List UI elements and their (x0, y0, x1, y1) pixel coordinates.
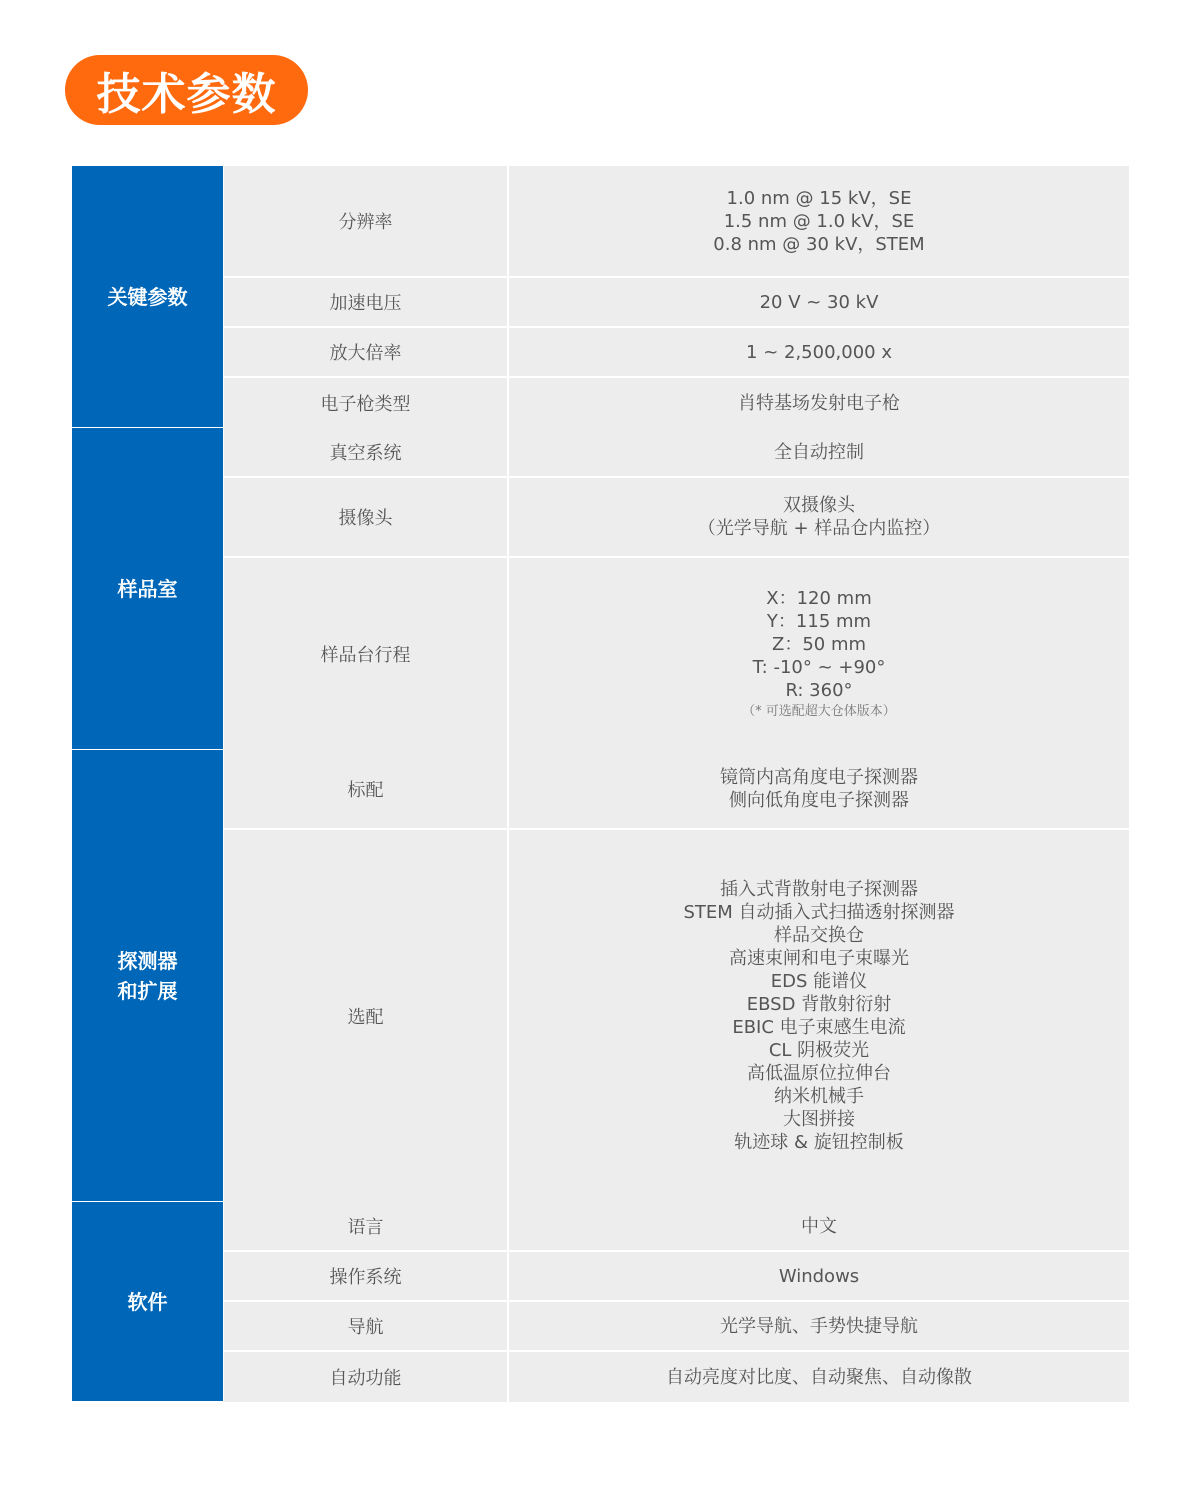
spec-value-line: 光学导航、手势快捷导航 (720, 1315, 918, 1337)
spec-value (509, 830, 1129, 1202)
spec-row (224, 1302, 1129, 1352)
spec-value-line: 1.5 nm @ 1.0 kV，SE (723, 210, 915, 232)
spec-value (509, 750, 1129, 828)
spec-key: 样品台行程 (224, 558, 509, 750)
spec-value-line: 大图拼接 (783, 1109, 855, 1130)
spec-note: （* 可选配超大仓体版本） (742, 703, 896, 719)
spec-section (72, 1202, 1129, 1402)
section-label: 样品室 (72, 428, 223, 750)
spec-value-line: STEM 自动插入式扫描透射探测器 (683, 902, 955, 923)
spec-value-line: 0.8 nm @ 30 kV，STEM (713, 233, 925, 255)
spec-value-line: T: -10° ~ +90° (752, 656, 886, 678)
spec-row (224, 558, 1129, 750)
spec-key: 选配 (224, 830, 509, 1202)
spec-value-line: 自动亮度对比度、自动聚焦、自动像散 (666, 1366, 972, 1388)
spec-key: 真空系统 (224, 428, 509, 476)
spec-row (224, 1202, 1129, 1252)
spec-row (224, 478, 1129, 558)
spec-table (72, 166, 1129, 1402)
spec-value-line: 样品交换仓 (774, 925, 864, 946)
spec-row (224, 750, 1129, 830)
spec-value-line: X：120 mm (766, 587, 872, 609)
spec-key: 操作系统 (224, 1252, 509, 1300)
spec-value-line: 1.0 nm @ 15 kV，SE (726, 187, 912, 209)
spec-value-line: 全自动控制 (774, 441, 864, 463)
spec-value-line: EBSD 背散射衍射 (746, 994, 892, 1015)
spec-value-line: 20 V ~ 30 kV (759, 291, 879, 313)
spec-key: 放大倍率 (224, 328, 509, 376)
spec-section (72, 428, 1129, 750)
spec-value (509, 558, 1129, 750)
spec-row (224, 278, 1129, 328)
spec-value (509, 478, 1129, 556)
section-label: 软件 (72, 1202, 223, 1402)
spec-value-line: （光学导航 + 样品仓内监控） (697, 518, 941, 539)
spec-value-line: 高速束闸和电子束曝光 (729, 948, 909, 969)
spec-row (224, 1252, 1129, 1302)
spec-value (509, 278, 1129, 326)
spec-key: 加速电压 (224, 278, 509, 326)
spec-value-line: 1 ~ 2,500,000 x (746, 341, 892, 363)
spec-key: 电子枪类型 (224, 378, 509, 428)
spec-value (509, 1202, 1129, 1250)
spec-value (509, 166, 1129, 276)
spec-value-line: Y：115 mm (766, 610, 872, 632)
spec-value-line: Z：50 mm (771, 633, 867, 655)
spec-value-line: 双摄像头 (783, 495, 855, 516)
spec-value (509, 1352, 1129, 1402)
spec-value (509, 428, 1129, 476)
spec-key: 标配 (224, 750, 509, 828)
spec-value-line: 纳米机械手 (774, 1086, 864, 1107)
spec-section (72, 166, 1129, 428)
spec-row (224, 166, 1129, 278)
spec-value-line: CL 阴极荧光 (768, 1040, 870, 1061)
spec-value-line: 高低温原位拉伸台 (747, 1063, 891, 1084)
spec-row (224, 428, 1129, 478)
spec-value (509, 1252, 1129, 1300)
spec-value-line: Windows (778, 1265, 860, 1287)
spec-key: 摄像头 (224, 478, 509, 556)
spec-value-line: 肖特基场发射电子枪 (738, 392, 900, 414)
spec-key: 分辨率 (224, 166, 509, 276)
section-label: 关键参数 (72, 166, 223, 428)
spec-value-line: EBIC 电子束感生电流 (732, 1017, 906, 1038)
spec-section (72, 750, 1129, 1202)
page-title: 技术参数 (65, 55, 308, 125)
spec-value-line: 轨迹球 & 旋钮控制板 (734, 1132, 904, 1153)
spec-row (224, 328, 1129, 378)
section-label: 探测器 和扩展 (72, 750, 223, 1202)
spec-value-line: 插入式背散射电子探测器 (720, 879, 918, 900)
spec-key: 语言 (224, 1202, 509, 1250)
spec-value (509, 1302, 1129, 1350)
spec-value-line: EDS 能谱仪 (770, 971, 868, 992)
spec-value-line: 镜筒内高角度电子探测器 (720, 767, 918, 788)
spec-row (224, 1352, 1129, 1402)
spec-value-line: R: 360° (785, 679, 853, 701)
spec-value (509, 378, 1129, 428)
spec-value-line: 侧向低角度电子探测器 (729, 790, 909, 811)
spec-value (509, 328, 1129, 376)
spec-key: 导航 (224, 1302, 509, 1350)
spec-row (224, 378, 1129, 428)
spec-value-line: 中文 (801, 1215, 837, 1237)
spec-row (224, 830, 1129, 1202)
spec-key: 自动功能 (224, 1352, 509, 1402)
